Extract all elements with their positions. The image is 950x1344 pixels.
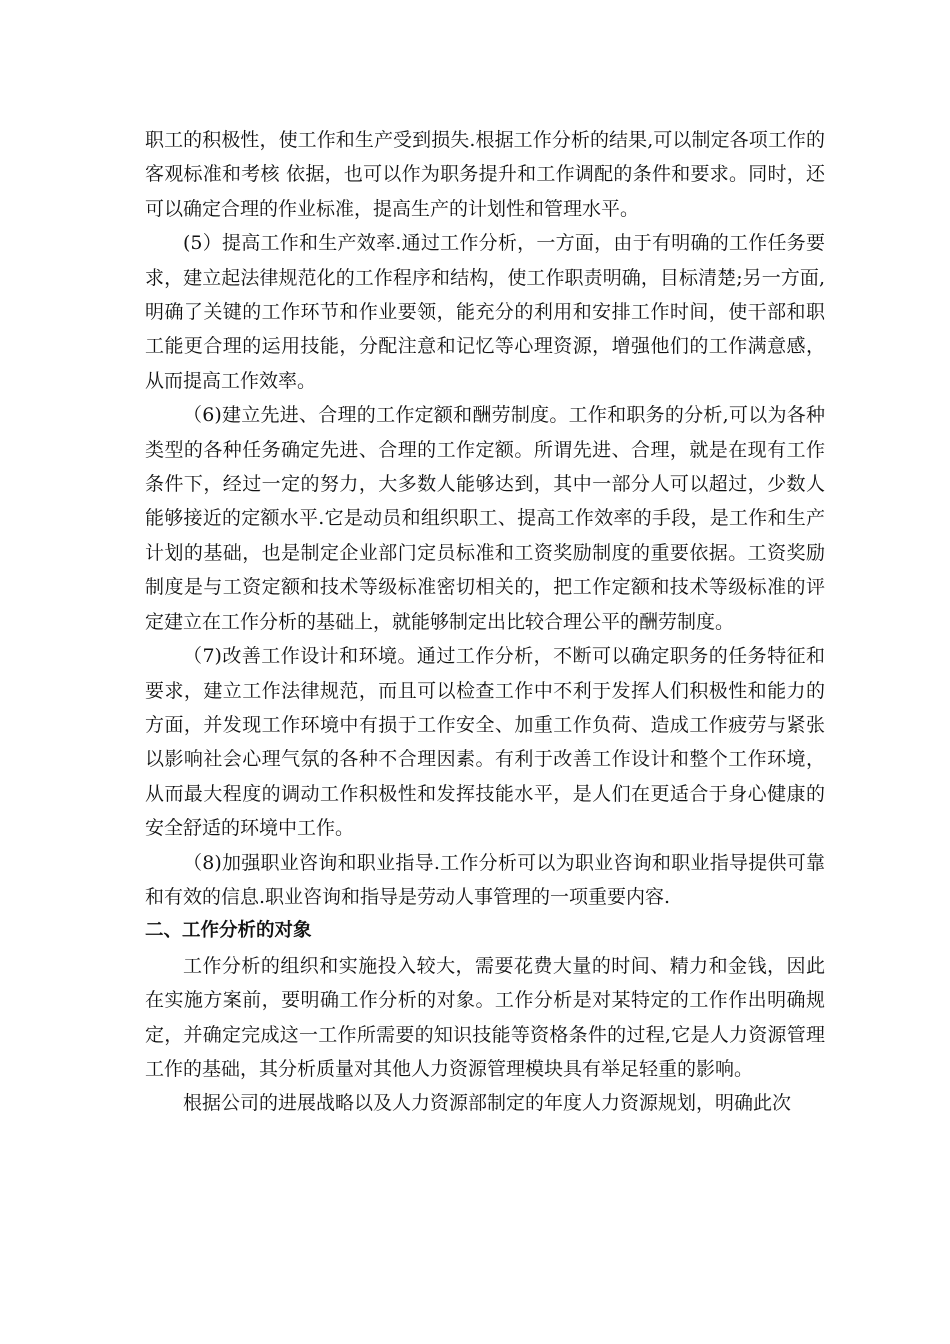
section-paragraph-1: 工作分析的组织和实施投入较大，需要花费大量的时间、精力和金钱，因此在实施方案前，要明确工作分析的对象。工作分析是对某特定的工作作出明确规定，并确定完成这一工作所需要的知识技能等资格条件的过程,它是人力资源管理工作的基础，其分析质量对其他人力资源管理模块具有举足轻重的影响。 (145, 954, 825, 1080)
document-body (145, 123, 825, 1121)
paragraph-item-7: （7)改善工作设计和环境。通过工作分析，不断可以确定职务的任务特征和要求，建立工作法律规范，而且可以检查工作中不利于发挥人们积极性和能力的方面，并发现工作环境中有损于工作安全、加重工作负荷、造成工作疲劳与紧张以影响社会心理气氛的各种不合理因素。有利于改善工作设计和整个工作环境，从而最大程度的调动工作积极性和发挥技能水平，是人们在更适合于身心健康的安全舒适的环境中工作。 (145, 645, 825, 840)
paragraph-item-8: （8)加强职业咨询和职业指导.工作分析可以为职业咨询和职业指导提供可靠和有效的信息.职业咨询和指导是劳动人事管理的一项重要内容. (145, 851, 825, 908)
section-paragraph-2: 根据公司的进展战略以及人力资源部制定的年度人力资源规划，明确此次 (183, 1092, 792, 1115)
paragraph-1: 职工的积极性，使工作和生产受到损失.根据工作分析的结果,可以制定各项工作的客观标准和考核 依据，也可以作为职务提升和工作调配的条件和要求。同时，还可以确定合理的作业标准，提高生产的计划性和管理水平。 (145, 129, 825, 220)
paragraph-item-5: (5）提高工作和生产效率.通过工作分析，一方面，由于有明确的工作任务要求，建立起法律规范化的工作程序和结构，使工作职责明确，目标清楚;另一方面,明确了关键的工作环节和作业要领，能充分的利用和安排工作时间，使干部和职工能更合理的运用技能，分配注意和记忆等心理资源，增强他们的工作满意感，从而提高工作效率。 (145, 232, 825, 392)
paragraph-item-6: （6)建立先进、合理的工作定额和酬劳制度。工作和职务的分析,可以为各种类型的各种任务确定先进、合理的工作定额。所谓先进、合理，就是在现有工作条件下，经过一定的努力，大多数人能够达到，其中一部分人可以超过，少数人能够接近的定额水平.它是动员和组织职工、提高工作效率的手段，是工作和生产计划的基础，也是制定企业部门定员标准和工资奖励制度的重要依据。工资奖励制度是与工资定额和技术等级标准密切相关的，把工作定额和技术等级标准的评定建立在工作分析的基础上，就能够制定出比较合理公平的酬劳制度。 (145, 404, 825, 633)
section-heading: 二、工作分析的对象 (145, 920, 312, 942)
